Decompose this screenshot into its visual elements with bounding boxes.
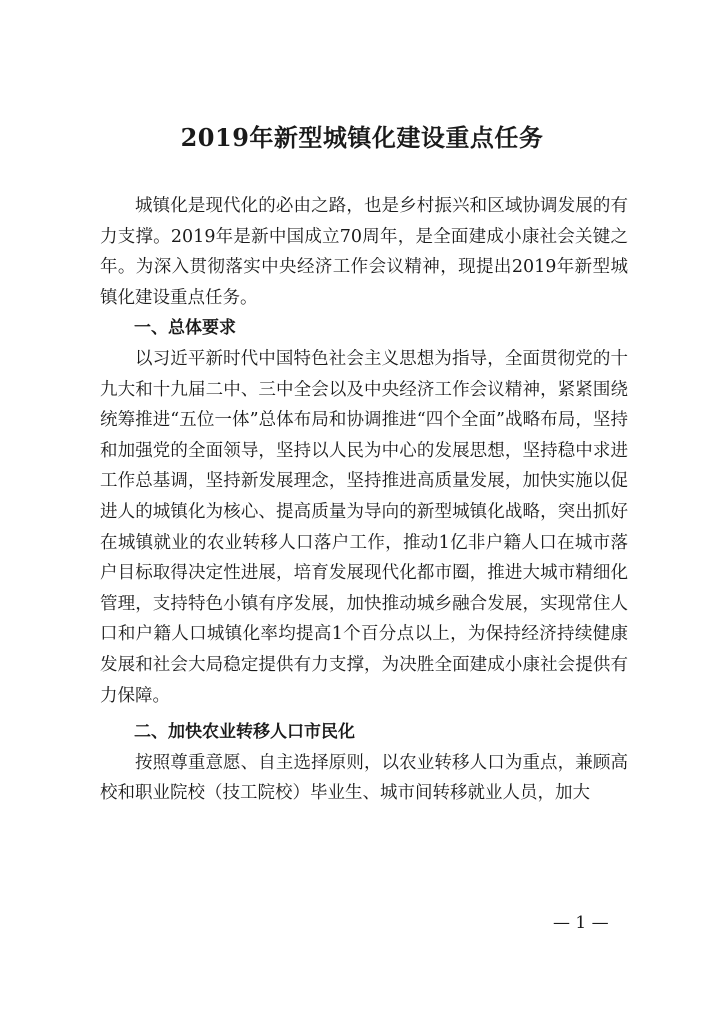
page-number: — 1 — [553, 913, 609, 933]
document-title: 2019年新型城镇化建设重点任务 [180, 123, 544, 152]
document-body [100, 191, 628, 809]
section-heading-citizenization: 二、加快农业转移人口市民化 [134, 722, 355, 743]
section-heading-general-requirements: 一、总体要求 [134, 318, 236, 339]
general-requirements-paragraph: 以习近平新时代中国特色社会主义思想为指导，全面贯彻党的十九大和十九届二中、三中全会以及中央经济工作会议精神，紧紧围绕统筹推进“五位一体”总体布局和协调推进“四个全面”战略布局，坚持和加强党的全面领导，坚持以人民为中心的发展思想，坚持稳中求进工作总基调，坚持新发展理念，坚持推进高质量发展，加快实施以促进人的城镇化为核心、提高质量为导向的新型城镇化战略，突出抓好在城镇就业的农业转移人口落户工作，推动1亿非户籍人口在城市落户目标取得决定性进展，培育发展现代化都市圈，推进大城市精细化管理，支持特色小镇有序发展，加快推动城乡融合发展，实现常住人口和户籍人口城镇化率均提高1个百分点以上，为保持经济持续健康发展和社会大局稳定提供有力支撑，为决胜全面建成小康社会提供有力保障。 [100, 348, 628, 706]
intro-paragraph: 城镇化是现代化的必由之路，也是乡村振兴和区域协调发展的有力支撑。2019年是新中国成立70周年，是全面建成小康社会关键之年。为深入贯彻落实中央经济工作会议精神，现提出2019年新型城镇化建设重点任务。 [100, 196, 628, 308]
citizenization-paragraph: 按照尊重意愿、自主选择原则，以农业转移人口为重点，兼顾高校和职业院校（技工院校）毕业生、城市间转移就业人员，加大 [100, 752, 628, 804]
